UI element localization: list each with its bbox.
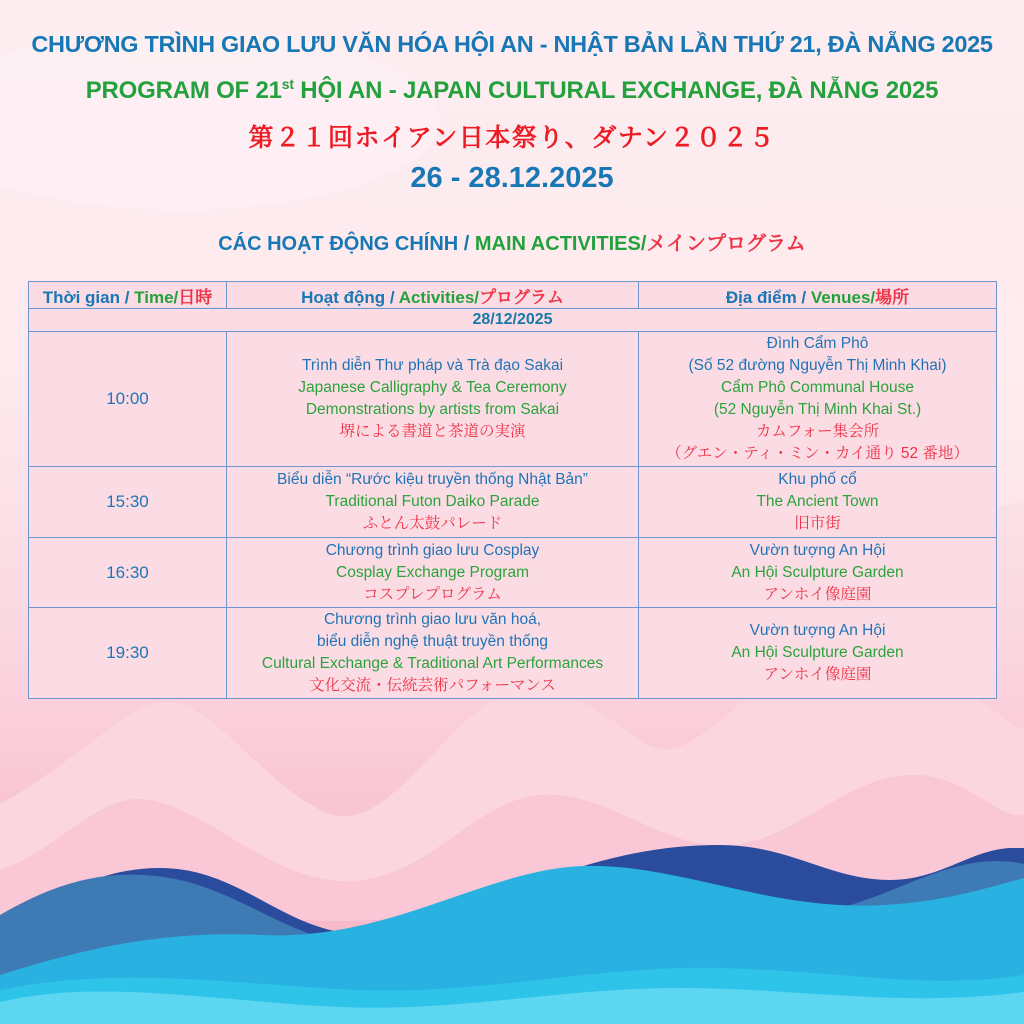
venue-line: Khu phố cổ	[778, 471, 857, 488]
section-header-en: MAIN ACTIVITIES/	[474, 233, 647, 255]
time-cell: 19:30	[29, 608, 227, 699]
title-english-ordinal: st	[281, 76, 294, 92]
activity-line: 堺による書道と茶道の実演	[339, 423, 526, 440]
venue-cell	[639, 467, 997, 538]
table-header-row	[29, 282, 997, 309]
activity-line: Trình diễn Thư pháp và Trà đạo Sakai	[301, 357, 564, 374]
column-header-time: Thời gian / Time/日時	[29, 282, 227, 309]
event-dates: 26 - 28.12.2025	[410, 162, 614, 194]
activities-cell	[227, 332, 639, 467]
table-row	[29, 332, 997, 467]
table-row	[29, 538, 997, 608]
table-row	[29, 467, 997, 538]
activity-line: Demonstrations by artists from Sakai	[305, 401, 560, 418]
table-row	[29, 608, 997, 699]
activity-line: コスプレプログラム	[363, 585, 502, 603]
column-header-venues: Địa điểm / Venues/場所	[639, 282, 997, 309]
activity-line: Japanese Calligraphy & Tea Ceremony	[298, 379, 567, 396]
title-japanese: 第２１回ホイアン日本祭り、ダナン２０２５	[248, 123, 776, 152]
venue-line: （グエン・ティ・ミン・カイ通り 52 番地）	[666, 445, 969, 462]
activities-cell	[227, 467, 639, 538]
activity-line: Chương trình giao lưu văn hoá,	[323, 611, 542, 628]
venue-line: カムフォー集会所	[755, 423, 880, 440]
time-cell: 10:00	[29, 332, 227, 467]
activity-line: Cosplay Exchange Program	[336, 563, 529, 581]
section-header-ja: メインプログラム	[646, 233, 806, 255]
activity-line: ふとん太鼓パレード	[362, 515, 503, 532]
activity-line: biểu diễn nghệ thuật truyền thống	[317, 633, 548, 650]
venue-line: Đình Cẩm Phô	[766, 335, 869, 352]
section-header-vi: CÁC HOẠT ĐỘNG CHÍNH /	[218, 233, 475, 255]
activity-line: Cultural Exchange & Traditional Art Performances	[261, 655, 604, 672]
title-english-prefix: PROGRAM OF 21	[85, 77, 282, 104]
title-english	[0, 76, 1024, 105]
venue-cell	[639, 608, 997, 699]
venue-line: An Hội Sculpture Garden	[731, 563, 904, 581]
activities-cell	[227, 608, 639, 699]
time-cell: 15:30	[29, 467, 227, 538]
column-header-activities: Hoạt động / Activities/プログラム	[227, 282, 639, 309]
venue-cell	[639, 332, 997, 467]
activity-line: Traditional Futon Daiko Parade	[325, 493, 540, 510]
title-english-suffix: HỘI AN - JAPAN CULTURAL EXCHANGE, ĐÀ NẴNG 2025	[293, 77, 939, 104]
venue-line: (52 Nguyễn Thị Minh Khai St.)	[713, 401, 922, 418]
title-vietnamese: CHƯƠNG TRÌNH GIAO LƯU VĂN HÓA HỘI AN - NHẬT BẢN LẦN THỨ 21, ĐÀ NẴNG 2025	[31, 31, 993, 57]
activity-line: Biểu diễn “Rước kiệu truyền thống Nhật Bản”	[277, 471, 588, 488]
section-header	[0, 227, 1024, 256]
venue-line: Vườn tượng An Hội	[749, 622, 886, 639]
activity-line: Chương trình giao lưu Cosplay	[325, 541, 540, 559]
venue-line: The Ancient Town	[756, 493, 879, 510]
venue-line: アンホイ像庭園	[763, 585, 872, 603]
venue-line: Vườn tượng An Hội	[749, 541, 886, 559]
date-cell: 28/12/2025	[29, 309, 997, 332]
schedule-table	[28, 281, 997, 699]
venue-line: 旧市街	[794, 515, 841, 532]
venue-line: An Hội Sculpture Garden	[731, 644, 904, 661]
time-cell: 16:30	[29, 538, 227, 608]
date-row	[29, 309, 997, 332]
activity-line: 文化交流・伝統芸術パフォーマンス	[309, 677, 556, 694]
venue-line: Cẩm Phô Communal House	[721, 379, 914, 396]
venue-line: (Số 52 đường Nguyễn Thị Minh Khai)	[688, 357, 947, 374]
venue-cell	[639, 538, 997, 608]
venue-line: アンホイ像庭園	[763, 666, 872, 683]
activities-cell	[227, 538, 639, 608]
